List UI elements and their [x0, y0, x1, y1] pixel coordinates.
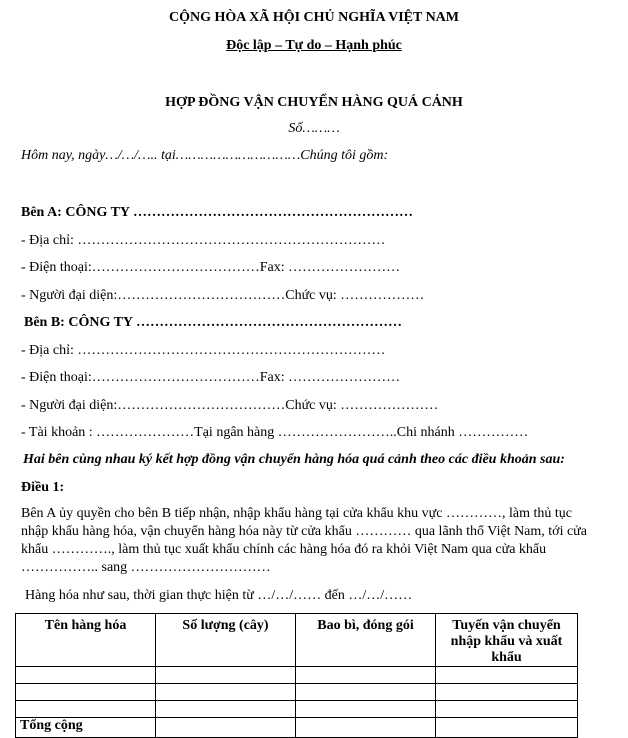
- table-row: [16, 701, 578, 718]
- goods-table: [15, 613, 578, 738]
- table-cell: [436, 718, 578, 738]
- party-a-phone: - Điện thoại:………………………………Fax: ……………………: [21, 260, 401, 275]
- header-packaging: Bao bì, đóng gói: [296, 614, 436, 667]
- contract-intro: Hôm nay, ngày…/…/….. tại…………………………Chúng tôi gồm:: [21, 148, 389, 163]
- party-b-representative: - Người đại diện:………………………………Chức vụ: …………………: [21, 398, 439, 413]
- table-cell: [156, 684, 296, 701]
- table-total-row: [16, 718, 578, 738]
- table-cell: [436, 701, 578, 718]
- table-cell: [16, 667, 156, 684]
- table-cell: [436, 667, 578, 684]
- party-b-account: - Tài khoản : …………………Tại ngân hàng ……………………..Chi nhánh ……………: [21, 425, 529, 440]
- party-b-phone: - Điện thoại:………………………………Fax: ……………………: [21, 370, 401, 385]
- table-cell: [156, 701, 296, 718]
- table-cell: [156, 667, 296, 684]
- party-b-address: - Địa chỉ: …………………………………………………………: [21, 343, 386, 358]
- table-cell: [296, 684, 436, 701]
- header-route: Tuyến vận chuyển nhập khẩu và xuất khẩu: [436, 614, 578, 667]
- header-goods-name: Tên hàng hóa: [16, 614, 156, 667]
- header-quantity: Số lượng (cây): [156, 614, 296, 667]
- table-header-row: [16, 614, 578, 667]
- party-a-title: Bên A: CÔNG TY ……………………………………………………: [21, 205, 414, 220]
- table-cell: [296, 667, 436, 684]
- table-cell: [296, 701, 436, 718]
- contract-number: Số………: [288, 121, 340, 136]
- article-1-heading: Điều 1:: [21, 480, 65, 495]
- agreement-statement: Hai bên cùng nhau ký kết hợp đồng vận chuyển hàng hóa quá cảnh theo các điều khoản sau:: [23, 452, 565, 467]
- table-cell: [16, 684, 156, 701]
- total-label: Tổng cộng: [16, 718, 156, 738]
- party-a-address: - Địa chỉ: …………………………………………………………: [21, 233, 386, 248]
- table-cell: [156, 718, 296, 738]
- table-cell: [296, 718, 436, 738]
- article-1-body: Bên A ủy quyền cho bên B tiếp nhận, nhập khẩu hàng tại cửa khẩu khu vực …………, làm thủ tục nhập khẩu hàng hóa, vận chuyển hàng hóa này từ cửa khẩu ………… qua lãnh thổ Việt Nam, tới cửa khẩu …………., làm thủ tục xuất khẩu chính các hàng hóa đó ra khỏi Việt Nam qua cửa khẩu …………….. sang …………………………: [21, 506, 587, 575]
- table-row: [16, 667, 578, 684]
- table-row: [16, 684, 578, 701]
- contract-title: HỢP ĐỒNG VẬN CHUYỂN HÀNG QUÁ CẢNH: [165, 95, 463, 110]
- table-cell: [16, 701, 156, 718]
- table-cell: [436, 684, 578, 701]
- party-a-representative: - Người đại diện:………………………………Chức vụ: ………………: [21, 288, 425, 303]
- party-b-title: Bên B: CÔNG TY …………………………………………………: [24, 315, 403, 330]
- country-header: CỘNG HÒA XÃ HỘI CHỦ NGHĨA VIỆT NAM: [168, 10, 459, 25]
- motto: Độc lập – Tự do – Hạnh phúc: [226, 38, 402, 53]
- goods-period-line: Hàng hóa như sau, thời gian thực hiện từ …/…/…… đến …/…/……: [25, 588, 413, 603]
